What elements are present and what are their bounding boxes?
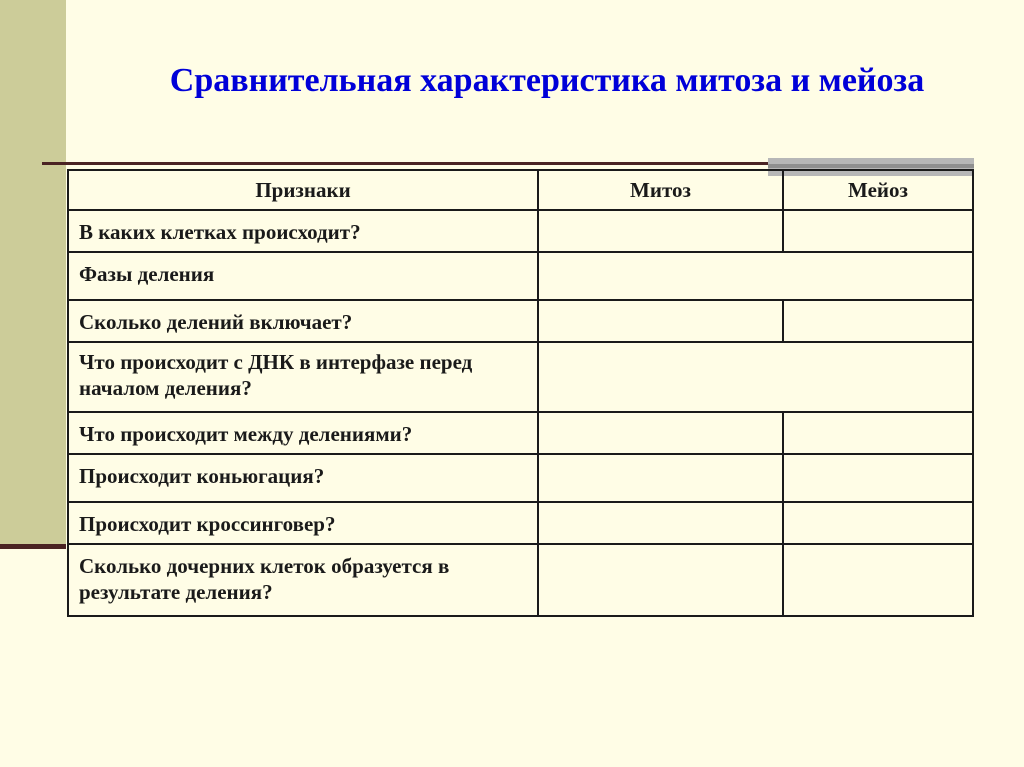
mitosis-cell <box>538 300 783 342</box>
table-row <box>68 252 973 300</box>
decorative-rule-top <box>42 162 768 165</box>
header-features: Признаки <box>68 170 538 210</box>
meiosis-cell <box>783 502 973 544</box>
mitosis-cell <box>538 454 783 502</box>
mitosis-cell <box>538 544 783 616</box>
table-row <box>68 210 973 252</box>
header-mitosis: Митоз <box>538 170 783 210</box>
meiosis-cell <box>783 412 973 454</box>
table-header-row <box>68 170 973 210</box>
decorative-rule-bottom <box>0 544 66 549</box>
row-label: Что происходит между делениями? <box>68 412 538 454</box>
row-label: Происходит кроссинговер? <box>68 502 538 544</box>
row-label: Фазы деления <box>68 252 538 300</box>
row-label: Происходит коньюгация? <box>68 454 538 502</box>
merged-cell <box>538 342 973 412</box>
header-meiosis: Мейоз <box>783 170 973 210</box>
slide-title: Сравнительная характеристика митоза и мейоза <box>169 62 925 99</box>
row-label: Сколько дочерних клеток образуется в результате деления? <box>68 544 538 616</box>
table-row <box>68 300 973 342</box>
meiosis-cell <box>783 454 973 502</box>
meiosis-cell <box>783 210 973 252</box>
mitosis-cell <box>538 502 783 544</box>
table-row <box>68 544 973 616</box>
table-row <box>68 454 973 502</box>
row-label: Что происходит с ДНК в интерфазе перед началом деления? <box>68 342 538 412</box>
decorative-side-bar <box>0 0 66 544</box>
row-label: В каких клетках происходит? <box>68 210 538 252</box>
row-label: Сколько делений включает? <box>68 300 538 342</box>
comparison-table <box>67 169 974 617</box>
mitosis-cell <box>538 412 783 454</box>
meiosis-cell <box>783 544 973 616</box>
table-row <box>68 342 973 412</box>
meiosis-cell <box>783 300 973 342</box>
table-row <box>68 502 973 544</box>
mitosis-cell <box>538 210 783 252</box>
merged-cell <box>538 252 973 300</box>
table-row <box>68 412 973 454</box>
